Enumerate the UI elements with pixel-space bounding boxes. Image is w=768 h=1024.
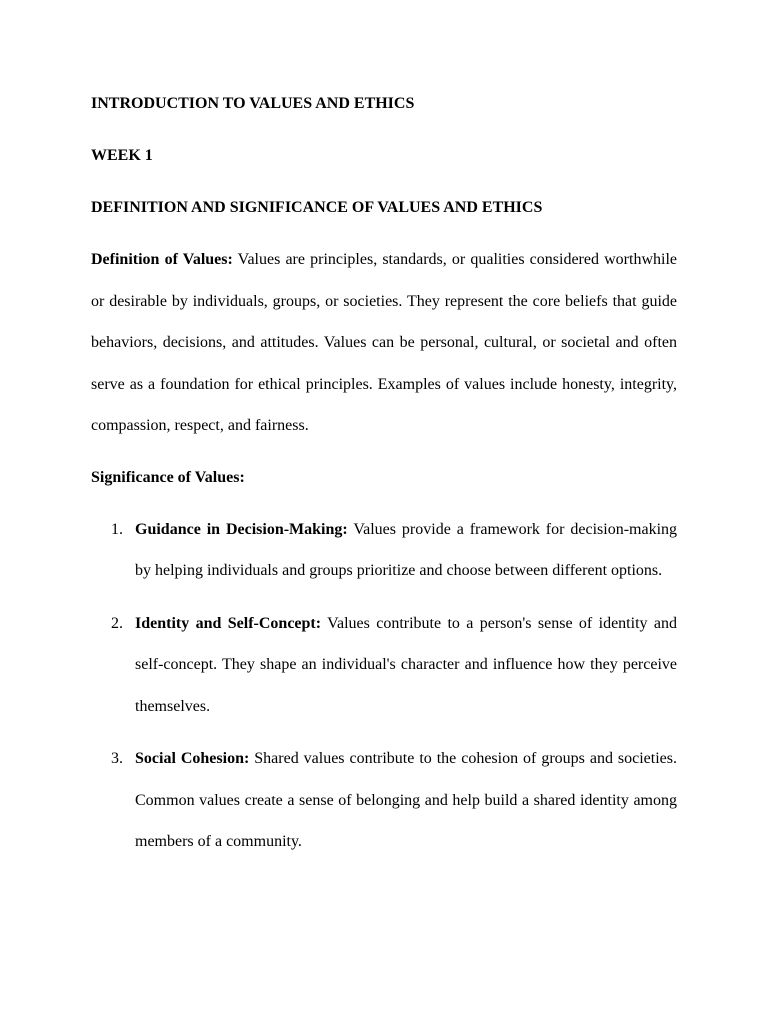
definition-label: Definition of Values: [91,251,233,268]
list-item [91,738,677,863]
list-item [91,603,677,728]
list-item-number: 2. [111,614,123,632]
significance-list [91,509,677,863]
list-item-text: Shared values contribute to the cohesion of groups and societies. Common values create a sense of belonging and help build a shared identity among members of a community. [135,750,678,850]
document-title: INTRODUCTION TO VALUES AND ETHICS [91,95,415,112]
list-item-title: Social Cohesion: [135,750,250,767]
list-item-title: Identity and Self-Concept: [135,614,322,632]
section-title: DEFINITION AND SIGNIFICANCE OF VALUES AND ETHICS [91,199,543,216]
list-item-number: 3. [111,750,123,767]
list-item [91,509,677,592]
list-item-text: Values contribute to a person's sense of identity and self-concept. They shape an individual's character and influence how they perceive themselves. [135,614,677,715]
list-item-title: Guidance in Decision-Making: [135,520,348,538]
significance-heading: Significance of Values: [91,468,245,486]
definition-paragraph [91,239,677,447]
week-heading: WEEK 1 [91,147,153,164]
definition-text: Values are principles, standards, or qualities considered worthwhile or desirable by individuals, groups, or societies. They represent the core beliefs that guide behaviors, decisions, and attitudes. Values can be personal, cultural, or societal and often serve as a foundation for ethical principles. Examples of values include honesty, integrity, compassion, respect, and fairness. [91,251,677,434]
document-page [91,0,677,874]
list-item-number: 1. [111,520,123,538]
list-item-text: Values provide a framework for decision-making by helping individuals and groups prioritize and choose between different options. [135,520,678,579]
